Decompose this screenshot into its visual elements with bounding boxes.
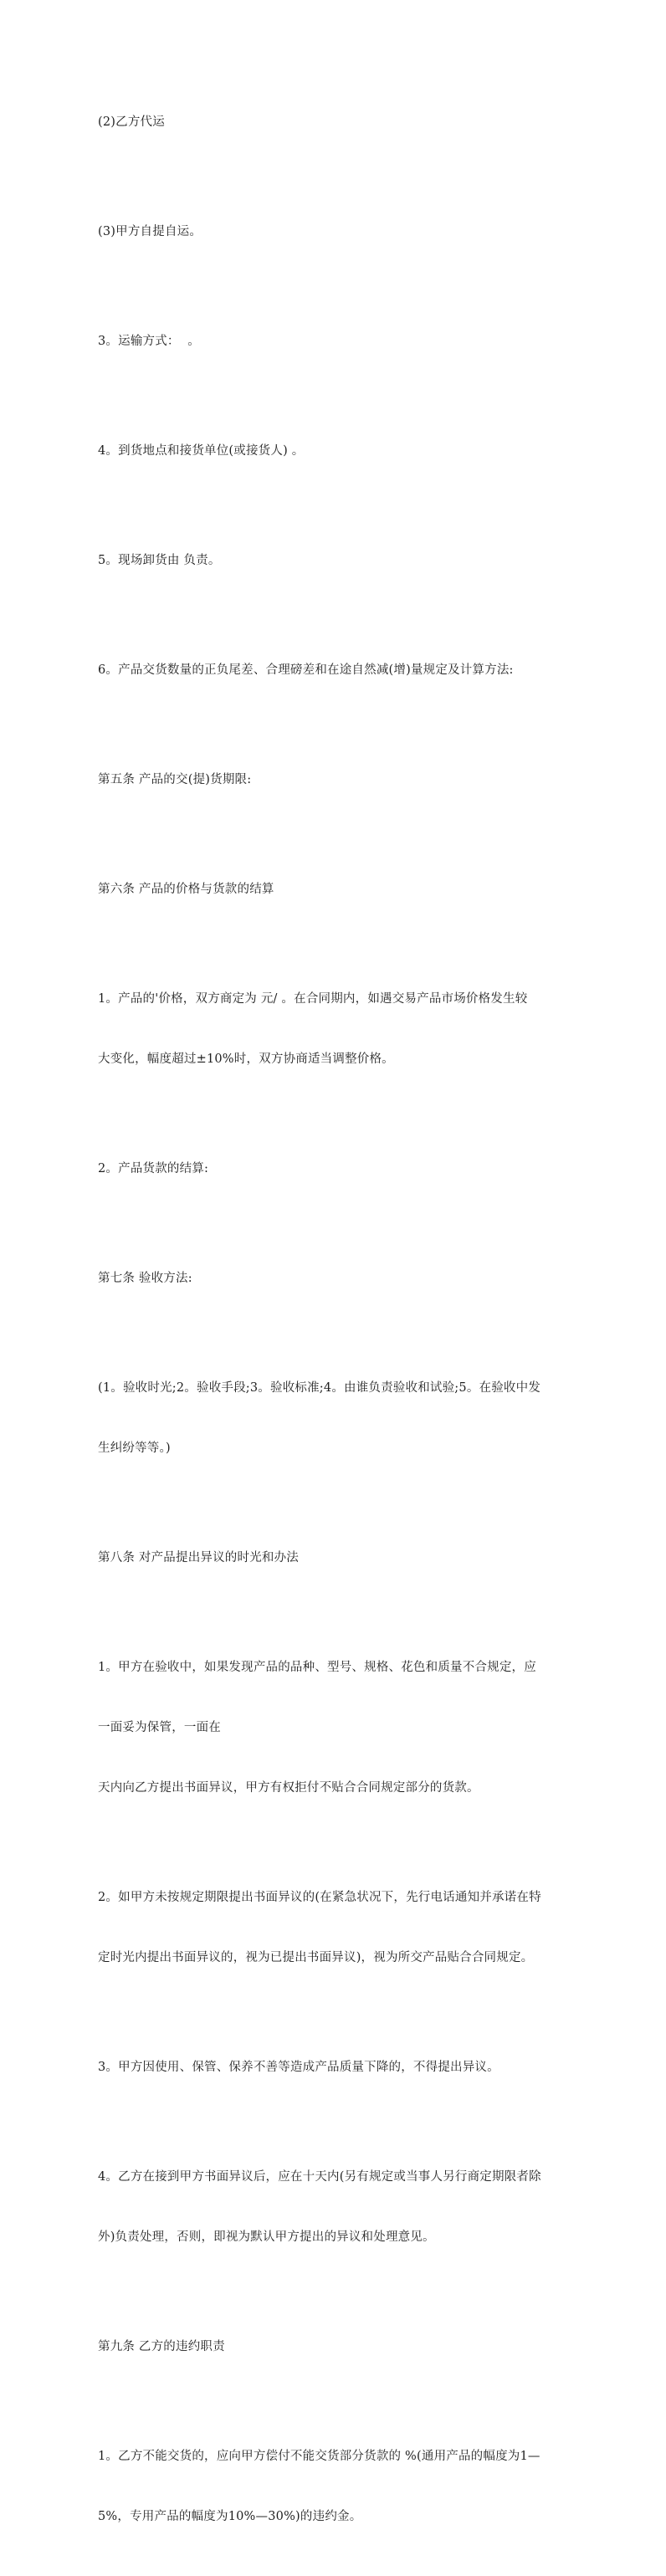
text-line: 5%，专用产品的幅度为10%—30%)的违约金。 <box>98 2510 362 2523</box>
text-line: 一面妥为保管，一面在 <box>98 1721 221 1734</box>
text-line: 第九条 乙方的违约职责 <box>98 2340 225 2353</box>
text-line: (1。验收时光;2。验收手段;3。验收标准;4。由谁负责验收和试验;5。在验收中发 <box>98 1381 541 1395</box>
paragraph-objection-2 <box>98 1847 571 2008</box>
paragraph-breach-1 <box>98 2406 571 2567</box>
text-line: 4。乙方在接到甲方书面异议后，应在十天内(另有规定或当事人另行商定期限者除 <box>98 2170 541 2184</box>
paragraph-objection-1 <box>98 1617 571 1838</box>
text-line: 第七条 验收方法: <box>98 1272 192 1285</box>
paragraph-unloading <box>98 510 571 611</box>
article-9-heading <box>98 2297 571 2397</box>
text-line: 外)负责处理，否则，即视为默认甲方提出的异议和处理意见。 <box>98 2230 435 2244</box>
paragraph-objection-3 <box>98 2017 571 2118</box>
paragraph-settlement <box>98 1119 571 1219</box>
text-line: 2。如甲方未按规定期限提出书面异议的(在紧急状况下，先行电话通知并承诺在特 <box>98 1891 541 1904</box>
text-line: 4。到货地点和接货单位(或接货人) 。 <box>98 444 305 458</box>
text-line: 第八条 对产品提出异议的时光和办法 <box>98 1551 300 1565</box>
paragraph-inspection-items <box>98 1338 571 1498</box>
text-line: 定时光内提出书面异议的，视为已提出书面异议)，视为所交产品贴合合同规定。 <box>98 1951 534 1964</box>
article-8-heading <box>98 1508 571 1608</box>
paragraph-transport-mode <box>98 291 571 392</box>
paragraph-transport-by-b <box>98 72 571 172</box>
text-line: 1。产品的'价格，双方商定为 元/ 。在合同期内，如遇交易产品市场价格发生较 <box>98 992 528 1006</box>
text-line: 1。甲方在验收中，如果发现产品的品种、型号、规格、花色和质量不合规定，应 <box>98 1661 536 1674</box>
text-line: 1。乙方不能交货的，应向甲方偿付不能交货部分货款的 %(通用产品的幅度为1— <box>98 2450 540 2463</box>
text-line: 6。产品交货数量的正负尾差、合理磅差和在途自然减(增)量规定及计算方法: <box>98 663 514 677</box>
paragraph-quantity-tolerance <box>98 620 571 720</box>
text-line: 3。运输方式： 。 <box>98 335 200 348</box>
article-7-heading <box>98 1228 571 1329</box>
text-line: (3)甲方自提自运。 <box>98 225 202 238</box>
article-6-heading <box>98 839 571 940</box>
paragraph-self-pickup <box>98 182 571 282</box>
text-line: 3。甲方因使用、保管、保养不善等造成产品质量下降的，不得提出异议。 <box>98 2061 500 2074</box>
paragraph-price <box>98 949 571 1109</box>
text-line: 5。现场卸货由 负责。 <box>98 554 221 567</box>
text-line: (2)乙方代运 <box>98 115 165 129</box>
text-line: 天内向乙方提出书面异议，甲方有权拒付不贴合合同规定部分的货款。 <box>98 1781 479 1795</box>
text-line: 第六条 产品的价格与货款的结算 <box>98 883 274 896</box>
article-5-heading <box>98 730 571 830</box>
paragraph-delivery-location <box>98 401 571 501</box>
text-line: 大变化，幅度超过±10%时，双方协商适当调整价格。 <box>98 1052 394 1066</box>
paragraph-objection-4 <box>98 2127 571 2287</box>
text-line: 第五条 产品的交(提)货期限: <box>98 773 252 786</box>
text-line: 生纠纷等等。) <box>98 1442 171 1455</box>
text-line: 2。产品货款的结算: <box>98 1162 209 1175</box>
document-page <box>98 72 571 2576</box>
